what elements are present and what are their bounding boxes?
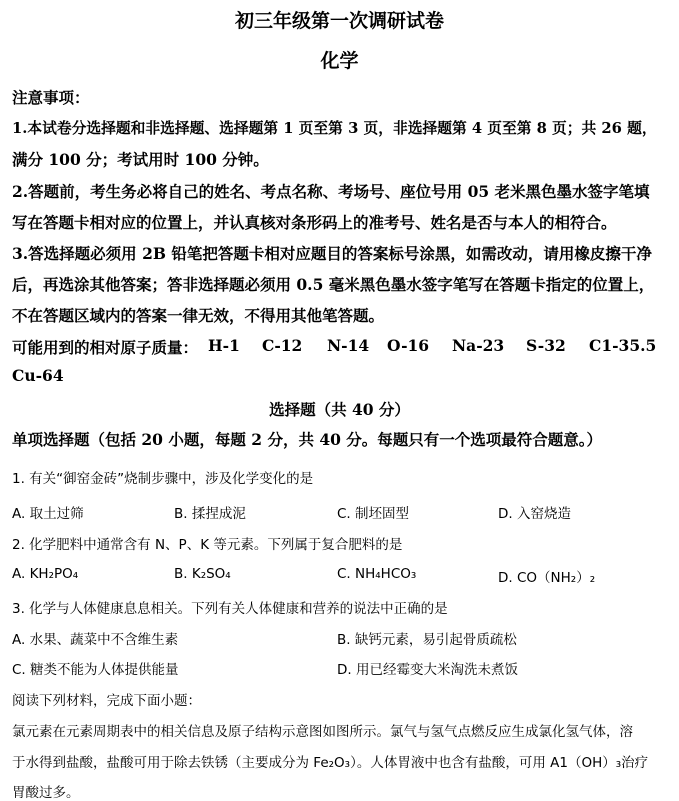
question-1-option-c: C. 制坯固型 [337, 506, 410, 522]
note-3-line-1: 3.答选择题必须用 2B 铅笔把答题卡相对应题目的答案标号涂黑，如需改动，请用橡皮擦干净 [12, 244, 652, 263]
note-2-line-1: 2.答题前，考生务必将自己的姓名、考点名称、考场号、座位号用 05 老米黑色墨水签字笔填 [12, 182, 650, 201]
subject-title: 化学 [320, 50, 359, 72]
reading-line-3: 胃酸过多。 [12, 785, 80, 801]
question-3-option-a: A. 水果、蔬菜中不含维生素 [12, 632, 179, 648]
question-2-option-c: C. NH₄HCO₃ [337, 566, 417, 582]
notes-heading: 注意事项： [12, 88, 90, 107]
question-1-option-d: D. 入窑烧造 [498, 506, 571, 522]
question-3-option-b: B. 缺钙元素，易引起骨质疏松 [337, 632, 517, 648]
question-2-option-b: B. K₂SO₄ [174, 566, 231, 582]
question-3-option-c: C. 糖类不能为人体提供能量 [12, 662, 179, 678]
reading-line-1: 氯元素在元素周期表中的相关信息及原子结构示意图如图所示。氯气与氢气点燃反应生成氯化氢气体，溶 [12, 724, 633, 740]
exam-title: 初三年级第一次调研试卷 [234, 10, 444, 32]
reading-intro: 阅读下列材料，完成下面小题： [12, 693, 201, 709]
atomic-masses-label: 可能用到的相对原子质量： [12, 338, 199, 357]
mass-o: O-16 [387, 336, 430, 355]
reading-line-2: 于水得到盐酸，盐酸可用于除去铁锈（主要成分为 Fe₂O₃）。人体胃液中也含有盐酸，可用 A1（OH）₃治疗 [12, 755, 649, 771]
mass-c: C-12 [262, 336, 303, 355]
note-3-line-2: 后，再选涂其他答案；答非选择题必须用 0.5 毫米黑色墨水签字笔写在答题卡指定的位置上， [12, 275, 655, 294]
question-1-stem: 1. 有关“御窑金砖”烧制步骤中，涉及化学变化的是 [12, 471, 314, 487]
atomic-masses [12, 336, 667, 358]
question-3-option-d: D. 用已经霉变大米淘洗未煮饭 [337, 662, 518, 678]
note-1-line-1: 1.本试卷分选择题和非选择题、选择题第 1 页至第 3 页，非选择题第 4 页至第 8 页；共 26 题， [12, 120, 657, 137]
note-3-line-3: 不在答题区域内的答案一律无效，不得用其他笔答题。 [12, 306, 385, 325]
question-2-stem: 2. 化学肥料中通常含有 N、P、K 等元素。下列属于复合肥料的是 [12, 537, 403, 553]
section-title: 选择题（共 40 分） [269, 400, 410, 419]
question-2-option-d: D. CO（NH₂）₂ [498, 570, 596, 586]
mass-cu: Cu-64 [12, 366, 64, 385]
question-2-option-a: A. KH₂PO₄ [12, 566, 79, 582]
mass-s: S-32 [526, 336, 566, 355]
note-1-line-2: 满分 100 分；考试用时 100 分钟。 [12, 150, 269, 169]
mass-cl: C1-35.5 [589, 336, 657, 355]
section-instruction: 单项选择题（包括 20 小题，每题 2 分，共 40 分。每题只有一个选项最符合题意。） [12, 430, 603, 449]
question-1-option-b: B. 揉捏成泥 [174, 506, 246, 522]
note-2-line-2: 写在答题卡相对应的位置上，并认真核对条形码上的准考号、姓名是否与本人的相符合。 [12, 213, 617, 232]
question-3-stem: 3. 化学与人体健康息息相关。下列有关人体健康和营养的说法中正确的是 [12, 601, 448, 617]
mass-na: Na-23 [452, 336, 505, 355]
mass-h: H-1 [208, 336, 240, 355]
question-1-option-a: A. 取土过筛 [12, 506, 84, 522]
mass-n: N-14 [327, 336, 370, 355]
